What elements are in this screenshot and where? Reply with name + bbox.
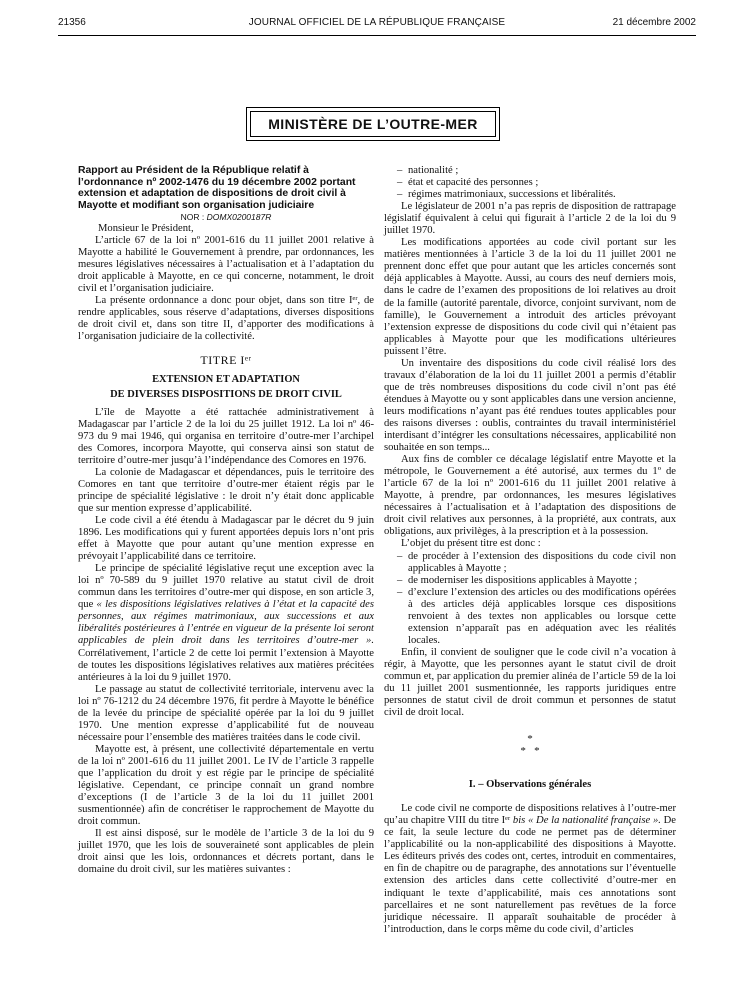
text-run: Corrélativement, l’article 2 de cette loi permit l’extension à Mayotte de toutes les dispositions législatives relatives aux matières précitées antérieures à la loi du 9 juillet 1970. bbox=[78, 647, 374, 683]
nor-label: NOR : bbox=[180, 212, 205, 222]
paragraph bbox=[384, 803, 676, 936]
paragraph-quote bbox=[78, 563, 374, 683]
text-run: Le principe de spécialité législative reçut une exception avec la loi nº 70-589 du 9 juillet 1970 relative au statut civil de droit commun dans les territoires d’outre-mer qui dispose, en son article 3, que bbox=[78, 563, 374, 611]
ministry-box bbox=[250, 111, 496, 137]
list-item: – nationalité ; bbox=[384, 165, 676, 177]
chapter-title: bis « De la nationalité française ». bbox=[512, 815, 661, 827]
paragraph: Un inventaire des dispositions du code civil réalisé lors des travaux d’élaboration de la loi du 11 juillet 2001 a permis d’établir que de très nombreuses dispositions du code civil n’ont pas été étendues à Mayotte ou y sont applicables dans une version ancienne, leurs modifications n’ayant pas été rendues toutes applicables pour des raisons diverses : oublis, contraintes du travail interministériel interdisant d’intégrer les consultations nécessaires, applicabilité non souhaitée en son temps... bbox=[384, 357, 676, 454]
paragraph: L’objet du présent titre est donc : bbox=[401, 538, 541, 550]
list-item: – régimes matrimoniaux, successions et libéralités. bbox=[384, 189, 676, 201]
paragraph: L’île de Mayotte a été rattachée administrativement à Madagascar par l’article 2 de la loi du 25 juillet 1912. La loi nº 46-973 du 9 mai 1946, qui organisa en territoire d’outre-mer l’archipel des Comores, incorpora Mayotte, qui conserva ainsi son statut de territoire d’outre-mer jusqu’à l’indépendance des Comores en 1976. bbox=[78, 406, 374, 466]
paragraph: Les modifications apportées au code civil portant sur les matières mentionnées à l’article 3 de la loi du 11 juillet 2001 ne prennent donc effet que pour autant que les articles concernés sont déjà applicables à Mayotte. Aussi, au cours des neuf derniers mois, dans le cadre de l’examen des propositions de loi relatives au droit de la famille (autorité parentale, divorce, conjoint survivant, nom de famille), le Gouvernement a introduit des articles prévoyant l’extension expresse de dispositions du code civil qui n’étaient pas applicables à Mayotte pour que les modifications ultérieures puissent l’être. bbox=[384, 237, 676, 357]
header-rule bbox=[58, 35, 696, 36]
list-item: – de moderniser les dispositions applicables à Mayotte ; bbox=[384, 575, 676, 587]
report-title: Rapport au Président de la République relatif à l’ordonnance nº 2002-1476 du 19 décembre 2002 portant extension et adaptation de dispositions de droit civil à Mayotte et modifiant son organisation judiciaire bbox=[78, 165, 356, 211]
nor-value: DOMX0200187R bbox=[206, 212, 272, 222]
titre-subheading-1: EXTENSION ET ADAPTATION bbox=[152, 373, 300, 385]
paragraph: La présente ordonnance a donc pour objet, dans son titre Iᵉʳ, de rendre applicables, sous réserve d’adaptations, diverses dispositions de droit civil et, dans son titre II, d’apporter des modifications à l’organisation judiciaire de la collectivité. bbox=[78, 295, 374, 343]
page-header bbox=[58, 17, 696, 33]
paragraph: L’article 67 de la loi nº 2001-616 du 11 juillet 2001 relative à Mayotte a habilité le Gouvernement à prendre, par ordonnances, les mesures législatives nécessaires à l’actualisation et à l’adaptation du droit applicable à Mayotte, en ce qui concerne, notamment, le droit civil et l’organisation judiciaire. bbox=[78, 235, 374, 295]
left-column bbox=[78, 165, 374, 876]
publication-date: 21 décembre 2002 bbox=[612, 17, 696, 28]
list-item: – d’exclure l’extension des articles ou des modifications opérées à des articles déjà applicables lorsque ces dispositions renvoient à des textes non applicables ou lorsque cette extension n’apparaît pas en adéquation avec les réalités locales. bbox=[384, 587, 676, 647]
nor-reference bbox=[78, 211, 374, 223]
paragraph: Enfin, il convient de souligner que le code civil n’a vocation à régir, à Mayotte, que les personnes ayant le statut civil de droit commun et, par application du premier alinéa de l’article 59 de la loi du 11 juillet 2001 susmentionnée, les rapports juridiques entre personnes de statut civil de droit commun et personnes de statut civil de droit local. bbox=[384, 646, 676, 719]
right-column bbox=[384, 165, 676, 936]
quoted-law-text: « les dispositions législatives relatives à l’état et la capacité des personnes, aux régimes matrimoniaux, aux successions et aux libéralités postérieures à l’entrée en vigueur de la présente loi seront applicables de plein droit dans les territoires d’outre-mer ». bbox=[78, 599, 374, 647]
text-run: Le code civil ne comporte de dispositions relatives à l’outre-mer qu’au chapitre VIII du titre Iᵉʳ bbox=[384, 803, 676, 827]
section-heading: I. – Observations générales bbox=[468, 779, 592, 791]
journal-title: JOURNAL OFFICIEL DE LA RÉPUBLIQUE FRANÇAISE bbox=[248, 17, 506, 28]
paragraph: Il est ainsi disposé, sur le modèle de l’article 3 de la loi du 9 juillet 1970, que les lois de souveraineté sont applicables de plein droit ainsi que les lois, ordonnances et décrets portant, dans le domaine du droit civil, sur les matières suivantes : bbox=[78, 828, 374, 876]
ministry-title: MINISTÈRE DE L’OUTRE-MER bbox=[268, 116, 478, 132]
page-number: 21356 bbox=[58, 17, 86, 28]
list-item: – de procéder à l’extension des dispositions du code civil non applicables à Mayotte ; bbox=[384, 551, 676, 575]
separator-star-top: * bbox=[527, 733, 533, 746]
titre-subheading-2: DE DIVERSES DISPOSITIONS DE DROIT CIVIL bbox=[110, 388, 342, 400]
section-separator bbox=[384, 733, 676, 757]
paragraph: Le code civil a été étendu à Madagascar par le décret du 9 juin 1896. Les modifications qui y furent apportées depuis lors n’ont pris effet à Mayotte que pour autant qu’une mention expresse en prévoyait l’applicabilité dans ce territoire. bbox=[78, 514, 374, 563]
text-run: De ce fait, la seule lecture du code ne permet pas de déterminer l’applicabilité ou la non-applicabilité des dispositions à Mayotte. Les éditeurs privés des codes ont, certes, introduit en commentaires, en fin de chapitre ou de paragraphe, des annotations sur l’éventuelle extension des articles dans cette collectivité d’outre-mer en indiquant le texte d’applicabilité, mais ces annotations sont parcellaires et ne sont naturellement pas revêtues de la force juridique nécessaire. Il apparaît souhaitable de procéder à l’introduction, dans le corps même du code civil, d’articles bbox=[384, 815, 676, 935]
list-item: – état et capacité des personnes ; bbox=[384, 177, 676, 189]
salutation: Monsieur le Président, bbox=[98, 223, 194, 235]
paragraph: Mayotte est, à présent, une collectivité départementale en vertu de la loi nº 2001-616 du 11 juillet 2001. Le IV de l’article 3 rappelle que l’application du droit y est régie par le principe de spécialité législative. Cependant, ce principe connaît un grand nombre d’exceptions (I de l’article 3 de la loi du 11 juillet 2001 susmentionnée) afin de concrétiser le rapprochement de Mayotte du droit commun. bbox=[78, 743, 374, 828]
paragraph: Le législateur de 2001 n’a pas repris de disposition de rattrapage législatif équivalent à celui qui figurait à l’article 2 de la loi du 9 juillet 1970. bbox=[384, 201, 676, 237]
paragraph: La colonie de Madagascar et dépendances, puis le territoire des Comores en tant que territoire d’outre-mer étaient régis par le principe de spécialité législative : le droit n’y était donc applicable que sur mention expresse d’applicabilité. bbox=[78, 466, 374, 514]
paragraph: Le passage au statut de collectivité territoriale, intervenu avec la loi nº 76-1212 du 24 décembre 1976, fit perdre à Mayotte le bénéfice de la levée du principe de spécialité opérée par la loi du 9 juillet 1970. Une mention expresse d’applicabilité fut de nouveau nécessaire pour l’ensemble des matières traitées dans le code civil. bbox=[78, 683, 374, 743]
paragraph: Aux fins de combler ce décalage législatif entre Mayotte et la métropole, le Gouvernement a été autorisé, aux termes du 1º de l’article 67 de la loi nº 2001-616 du 11 juillet 2001 relative à Mayotte, à prendre, par ordonnances, les mesures législatives nécessaires à l’actualisation et à l’adaptation des dispositions de droit civil relatives aux personnes, à la propriété, aux contrats, aux obligations, aux privilèges, à la prescription et à la possession. bbox=[384, 454, 676, 538]
separator-stars-bottom: * * bbox=[520, 745, 540, 758]
titre-heading: TITRE Iᵉʳ bbox=[200, 352, 252, 367]
